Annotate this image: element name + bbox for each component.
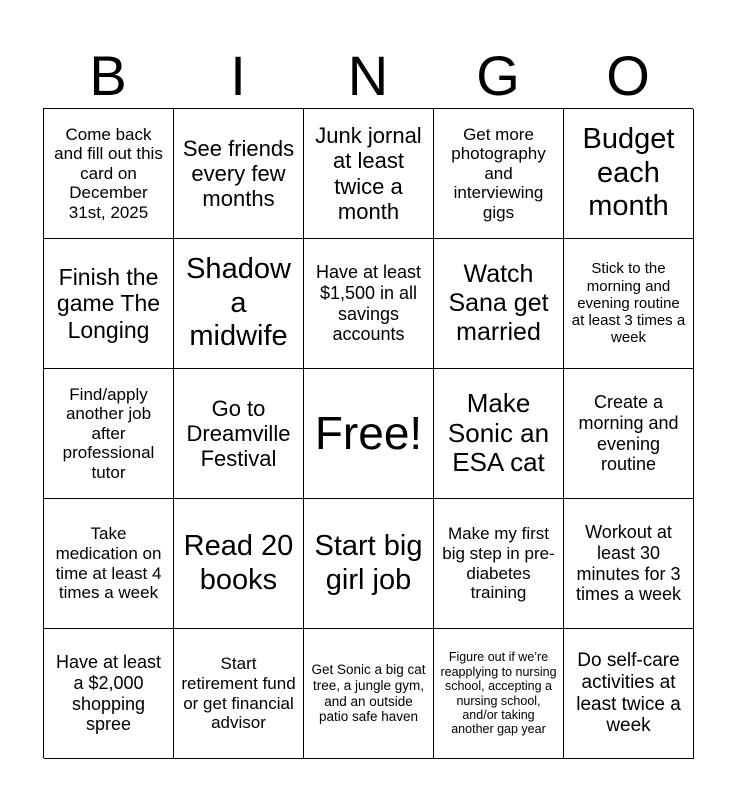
bingo-cell[interactable]	[564, 109, 694, 239]
header-letter-b: B	[89, 44, 127, 107]
bingo-cell[interactable]	[564, 369, 694, 499]
header-letter-g: G	[476, 44, 520, 107]
bingo-cell-text: Junk jornal at least twice a month	[315, 122, 422, 224]
bingo-cell-text: See friends every few months	[182, 135, 295, 212]
bingo-cell-text: Have at least $1,500 in all savings accounts	[315, 262, 422, 345]
bingo-cell[interactable]	[174, 629, 304, 759]
bingo-cell[interactable]	[434, 109, 564, 239]
bingo-cell[interactable]	[304, 239, 434, 369]
bingo-cell-text: Come back and fill out this card on December 31st, 2025	[54, 124, 163, 222]
bingo-cell[interactable]	[44, 239, 174, 369]
bingo-cell-text: Get more photography and interviewing gigs	[451, 124, 546, 222]
bingo-cell[interactable]	[434, 499, 564, 629]
bingo-cell[interactable]	[174, 239, 304, 369]
bingo-cell-text: Stick to the morning and evening routine at least 3 times a week	[571, 260, 686, 347]
bingo-cell-text: Figure out if we’re reapplying to nursing school, accepting a nursing school, and/or taking another gap year	[440, 650, 557, 737]
bingo-cell-text: Have at least a $2,000 shopping spree	[55, 652, 162, 735]
bingo-cell-text: Take medication on time at least 4 times a week	[55, 524, 162, 603]
bingo-cell[interactable]	[44, 369, 174, 499]
bingo-cell-text: Do self-care activities at least twice a week	[576, 649, 681, 737]
bingo-cell-text: Start retirement fund or get financial advisor	[181, 654, 296, 733]
header-letter-o: O	[606, 44, 650, 107]
bingo-cell-text: Get Sonic a big cat tree, a jungle gym, and an outside patio safe haven	[311, 662, 426, 725]
bingo-cell[interactable]	[304, 629, 434, 759]
bingo-cell[interactable]	[44, 629, 174, 759]
bingo-cell[interactable]	[564, 239, 694, 369]
bingo-cell-text: Make my first big step in pre-diabetes training	[442, 524, 555, 603]
bingo-cell[interactable]	[304, 499, 434, 629]
bingo-cell[interactable]	[44, 499, 174, 629]
bingo-cell[interactable]	[174, 499, 304, 629]
bingo-cell-text: Make Sonic an ESA cat	[447, 387, 550, 478]
bingo-grid	[43, 108, 693, 758]
bingo-cell-text: Find/apply another job after professional tutor	[62, 384, 155, 482]
bingo-cell[interactable]	[564, 629, 694, 759]
bingo-cell-text: Create a morning and evening routine	[578, 392, 679, 475]
bingo-header	[43, 44, 693, 108]
bingo-cell-text: Read 20 books	[183, 530, 294, 596]
bingo-cell-text: Finish the game The Longing	[56, 263, 161, 343]
bingo-cell[interactable]	[434, 629, 564, 759]
header-letter-i: I	[230, 44, 246, 107]
bingo-cell[interactable]	[434, 239, 564, 369]
bingo-cell[interactable]	[174, 369, 304, 499]
free-space-cell[interactable]	[304, 369, 434, 499]
bingo-cell-text: Start big girl job	[314, 530, 423, 596]
bingo-cell-text: Budget each month	[582, 123, 675, 223]
header-letter-n: N	[347, 44, 389, 107]
bingo-cell-text: Go to Dreamville Festival	[186, 395, 291, 472]
bingo-cell[interactable]	[174, 109, 304, 239]
bingo-cell-text: Watch Sana get married	[448, 260, 549, 346]
bingo-cell[interactable]	[44, 109, 174, 239]
bingo-cell[interactable]	[434, 369, 564, 499]
bingo-cell-text: Shadow a midwife	[186, 253, 291, 353]
bingo-cell-text: Workout at least 30 minutes for 3 times a week	[575, 522, 682, 605]
bingo-cell[interactable]	[304, 109, 434, 239]
bingo-cell[interactable]	[564, 499, 694, 629]
bingo-cell-text: Free!	[314, 407, 423, 460]
